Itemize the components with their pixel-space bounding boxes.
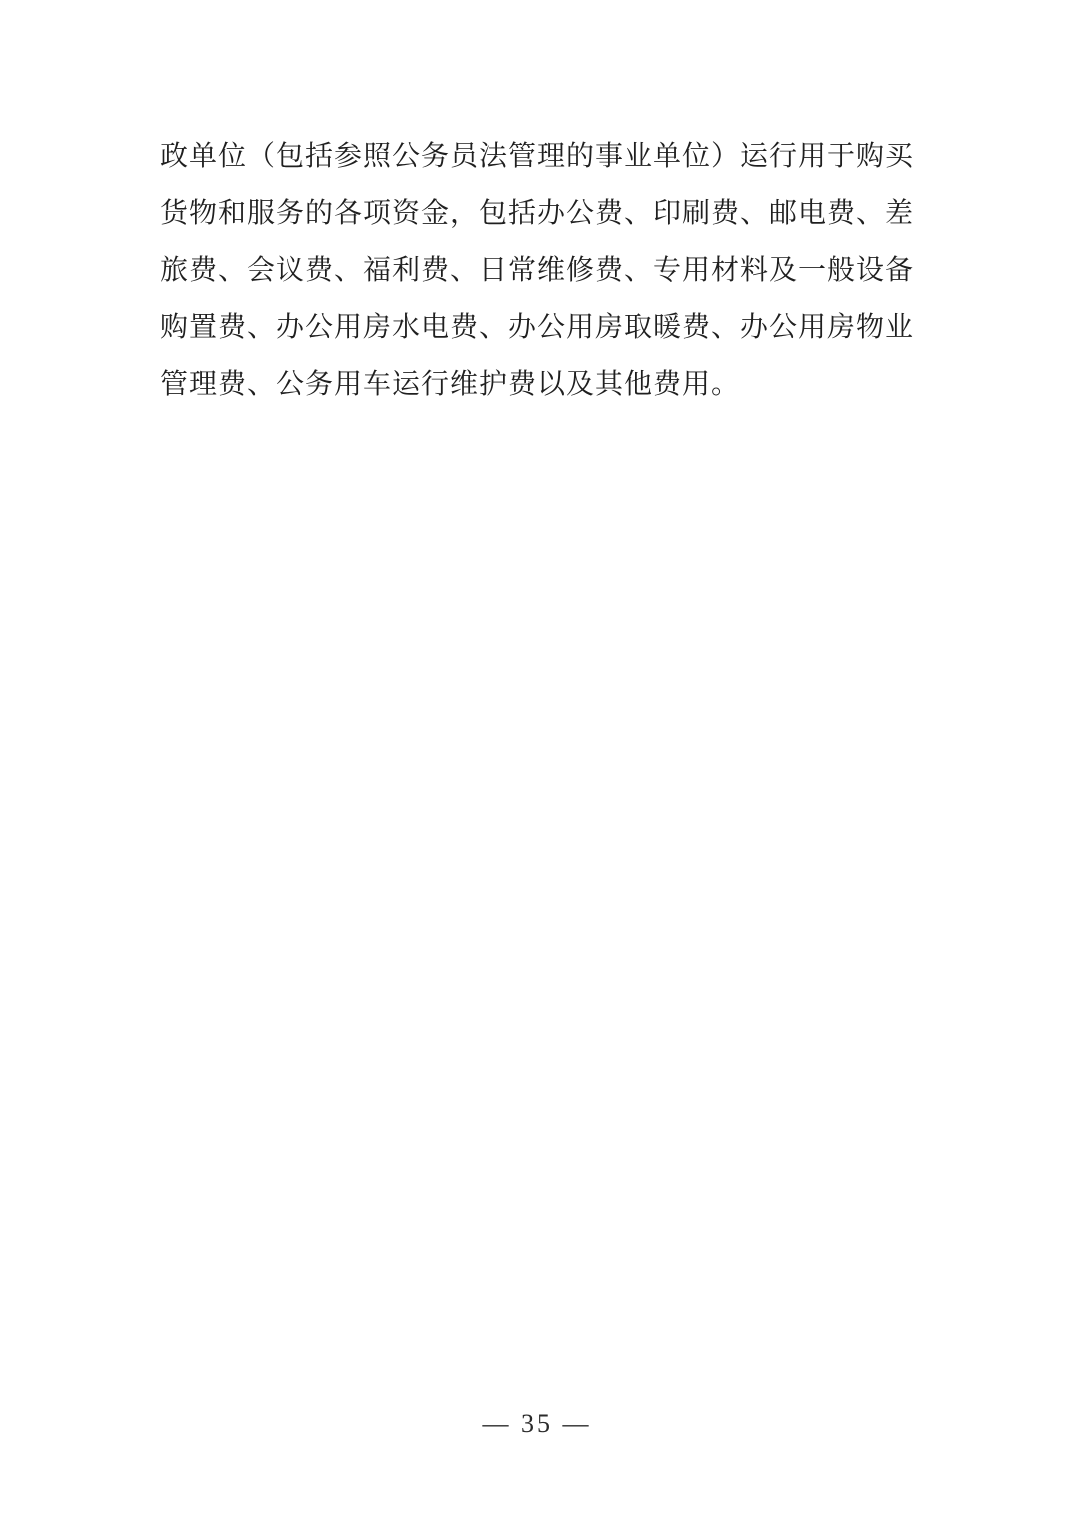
- paragraph-line-2: 货物和服务的各项资金，包括办公费、印刷费、邮电费、差: [160, 198, 915, 229]
- paragraph-line-5: 管理费、公务用车运行维护费以及其他费用。: [160, 369, 741, 400]
- paragraph-line-4: 购置费、办公用房水电费、办公用房取暖费、办公用房物业: [160, 312, 915, 343]
- body-paragraph: [160, 128, 914, 413]
- page-number: — 35 —: [482, 1409, 592, 1438]
- paragraph-line-1: 政单位（包括参照公务员法管理的事业单位）运行用于购买: [160, 141, 915, 172]
- paragraph-line-3: 旅费、会议费、福利费、日常维修费、专用材料及一般设备: [160, 255, 915, 286]
